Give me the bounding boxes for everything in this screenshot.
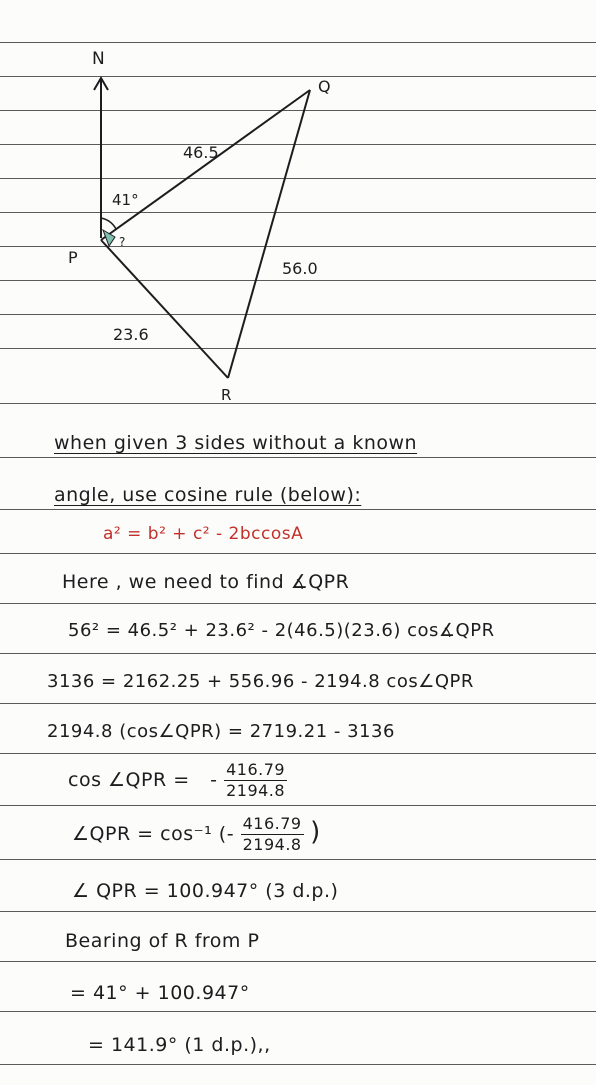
ruled-line <box>0 753 596 754</box>
rearrange-line: 2194.8 (cos∠QPR) = 2719.21 - 3136 <box>47 721 395 742</box>
ruled-line <box>0 911 596 912</box>
north-label: N <box>92 49 105 69</box>
side-qr-line <box>228 90 310 378</box>
ruled-line <box>0 457 596 458</box>
ruled-line <box>0 961 596 962</box>
angle-41-label: 41° <box>112 191 139 209</box>
find-statement: Here , we need to find ∡QPR <box>62 571 350 593</box>
inverse-cos-fraction <box>241 814 304 855</box>
vertex-r-label: R <box>221 386 232 404</box>
cos-numerator: 416.79 <box>226 760 286 779</box>
side-pr-length: 23.6 <box>113 325 149 344</box>
bearing-sum-line: = 41° + 100.947° <box>70 982 250 1004</box>
side-pq-line <box>101 90 310 240</box>
inverse-cos-numerator: 416.79 <box>242 814 302 833</box>
inverse-cos-lhs: ∠QPR = cos⁻¹ (- <box>72 823 235 845</box>
cos-minus: - <box>210 769 218 791</box>
substitution-line: 56² = 46.5² + 23.6² - 2(46.5)(23.6) cos∡QPR <box>68 620 495 641</box>
cos-fraction <box>224 760 287 801</box>
ruled-line <box>0 859 596 860</box>
bearing-title: Bearing of R from P <box>65 930 260 952</box>
ruled-line <box>0 653 596 654</box>
side-qr-length: 56.0 <box>282 259 318 278</box>
side-pq-length: 46.5 <box>183 143 219 162</box>
triangle-diagram <box>0 0 596 410</box>
bearing-answer-line: = 141.9° (1 d.p.),, <box>88 1034 271 1056</box>
inverse-cos-line <box>72 814 321 855</box>
ruled-line <box>0 1011 596 1012</box>
angle-41-arc <box>101 218 116 229</box>
intro-line-2: angle, use cosine rule (below): <box>54 484 362 506</box>
cos-denominator: 2194.8 <box>226 781 286 800</box>
ruled-line <box>0 1064 596 1065</box>
inverse-cos-denominator: 2194.8 <box>242 835 302 854</box>
expansion-line: 3136 = 2162.25 + 556.96 - 2194.8 cos∠QPR <box>47 671 474 692</box>
intro-line-1: when given 3 sides without a known <box>54 432 418 454</box>
ruled-line <box>0 553 596 554</box>
inverse-cos-close: ) <box>310 817 321 847</box>
cos-lhs: cos ∠QPR = <box>68 769 190 791</box>
side-pr-line <box>101 240 228 378</box>
ruled-line <box>0 703 596 704</box>
ruled-line <box>0 509 596 510</box>
unknown-angle-label: ? <box>119 235 126 249</box>
cos-line <box>68 760 287 801</box>
ruled-line <box>0 805 596 806</box>
vertex-q-label: Q <box>318 77 331 96</box>
angle-result-line: ∠ QPR = 100.947° (3 d.p.) <box>72 880 339 902</box>
ruled-line <box>0 603 596 604</box>
cosine-rule-formula: a² = b² + c² - 2bccosA <box>103 524 304 544</box>
vertex-p-label: P <box>68 248 78 267</box>
